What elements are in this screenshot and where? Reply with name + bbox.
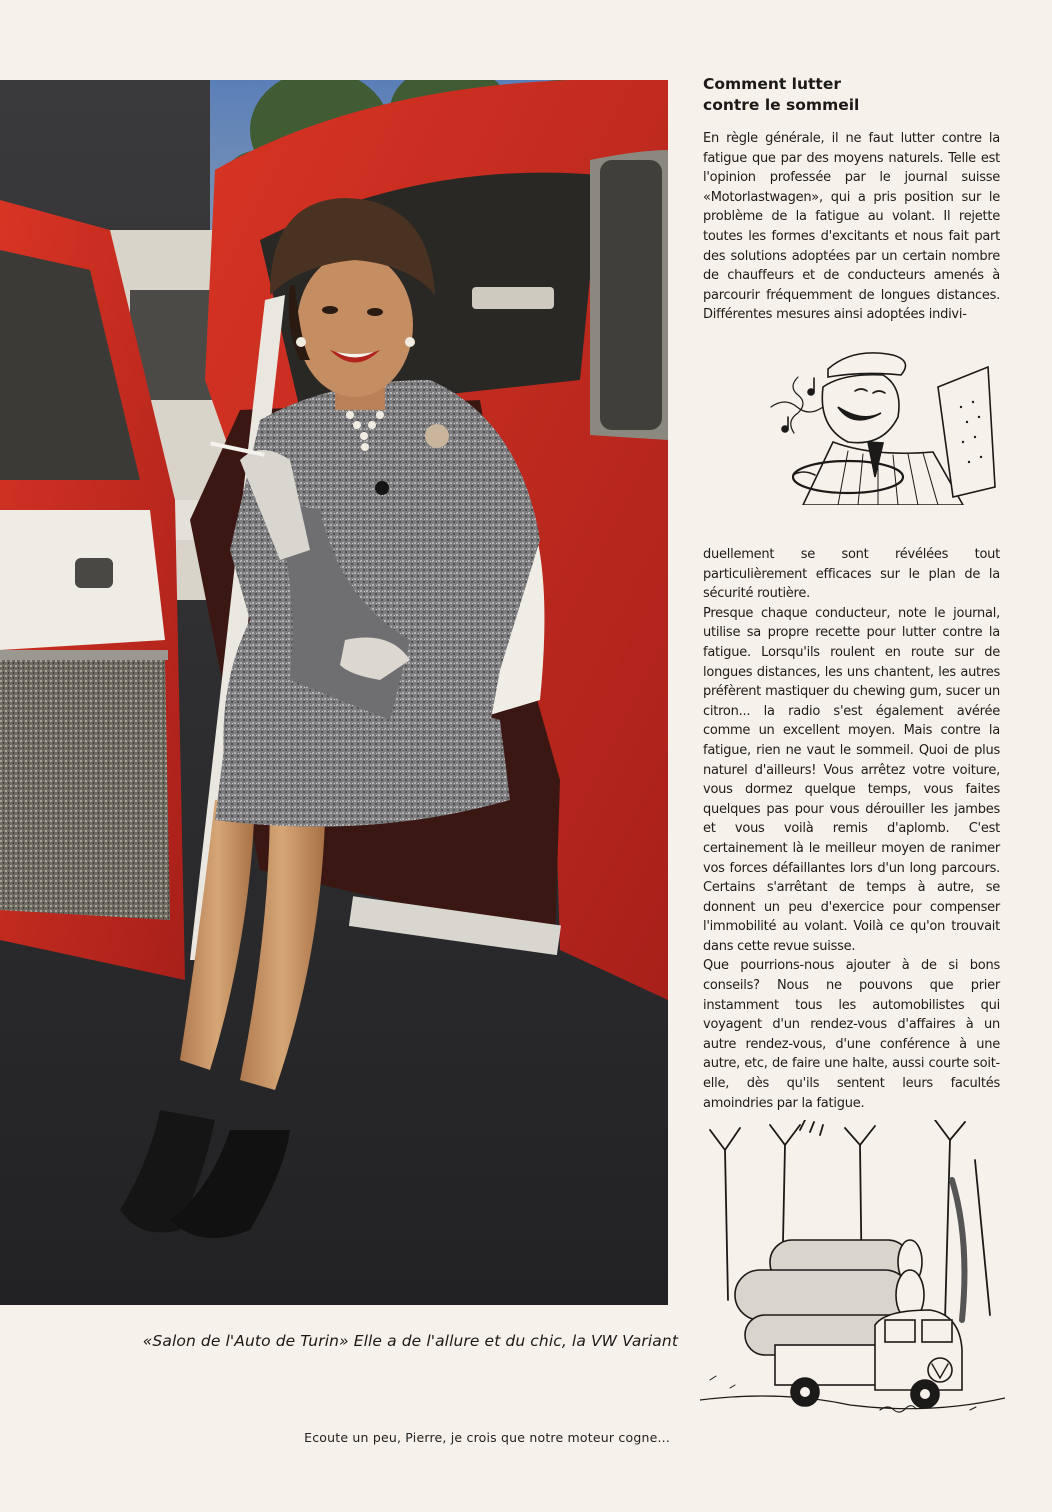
article-column-bottom <box>703 545 1000 1113</box>
singing-driver-illustration <box>763 347 998 505</box>
photo-woman-in-car <box>0 80 668 1305</box>
photo-caption: «Salon de l'Auto de Turin» Elle a de l'allure et du chic, la VW Variant <box>142 1332 678 1350</box>
log-truck-illustration <box>700 1120 1005 1420</box>
paragraph-2: Presque chaque conducteur, note le journal, utilise sa propre recette pour lutter contre la fatigue. Lorsqu'ils roulent en route sur de longues distances, les uns chantent, les autres préfèrent mastiquer du chewing gum, sucer un citron... la radio s'est également avérée comme un excellent moyen. Mais contre la fatigue, rien ne vaut le sommeil. Quoi de plus naturel d'ailleurs! Vous arrêtez votre voiture, vous dormez quelque temps, vous faites quelques pas pour vous dérouiller les jambes et vous voilà remis d'aplomb. C'est certainement là le meilleur moyen de ranimer vos forces défaillantes lors d'un long parcours. Certains s'arrêtant de temps à autre, se donnent un peu d'exercice pour compenser l'immobilité au volant. Voilà ce qu'on trouvait dans cette revue suisse. <box>703 605 1000 954</box>
title-line-1: Comment lutter <box>703 75 842 93</box>
paragraph-1: En règle générale, il ne faut lutter contre la fatigue que par des moyens naturels. Telle est l'opinion professée par le journal suisse «Motorlastwagen», qui a pris position sur le problème de la fatigue au volant. Il rejette toutes les formes d'excitants et nous fait part des solutions adoptées par un certain nombre de chauffeurs et de conducteurs amenés à parcourir fréquemment de longues distances. Différentes mesures ainsi adoptées indivi- <box>703 131 1000 323</box>
cartoon-caption: Ecoute un peu, Pierre, je crois que notre moteur cogne... <box>304 1430 670 1445</box>
paragraph-3: Que pourrions-nous ajouter à de si bons conseils? Nous ne pouvons que prier instamment tous les automobilistes qui voyagent d'un rendez-vous d'affaires à un autre rendez-vous, d'une conférence à une autre, etc, de faire une halte, aussi courte soit-elle, dès qu'ils sentent leurs facultés amoindries par la fatigue. <box>703 958 1000 1111</box>
article-title <box>703 74 1003 116</box>
title-line-2: contre le sommeil <box>703 96 860 114</box>
article-column-top <box>703 129 1000 325</box>
paragraph-1-continued: duellement se sont révélées tout particulièrement efficaces sur le plan de la sécurité routière. <box>703 547 1000 602</box>
